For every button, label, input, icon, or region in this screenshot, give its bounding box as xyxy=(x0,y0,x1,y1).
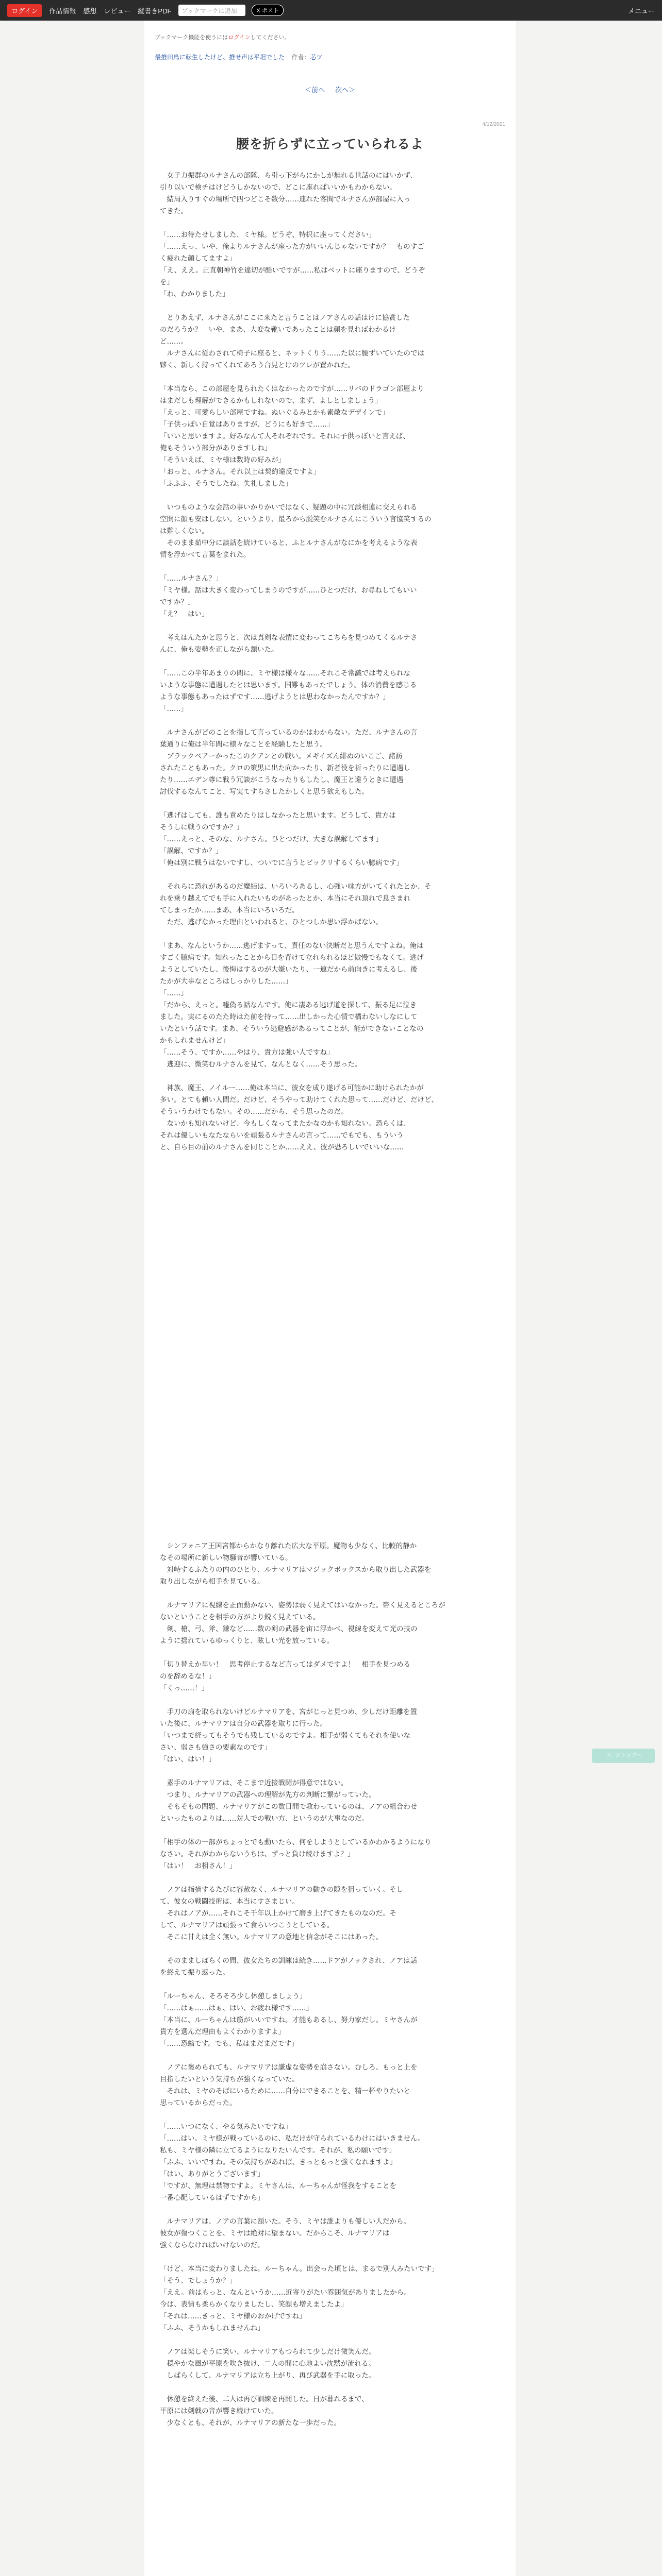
paragraph: シンフォニア王国宮都からかなり離れた広大な平原。魔物も少なく、比較的静か なその場所に新しい物騒音が響いている。 対峙するふたりの内のひとり、ルナマリアはマジックボックスから取り出した武器を 取り出しながら相手を見ている。 xyxy=(160,1542,432,1586)
prev-chapter-link[interactable]: ＜前へ xyxy=(304,86,325,94)
chapter-body-2 xyxy=(160,1540,500,2441)
paragraph: 休憩を終えた後、二人は再び訓練を再開した。日が暮れるまで、 平原には剣戟の音が響き続けていた。 少なくとも、それが、ルナマリアの新たな一歩だった。 xyxy=(160,2395,369,2427)
paragraph: ノアは指摘するたびに容赦なく、ルナマリアの動きの隙を狙っていく。そし て、彼女の戦闘技術は、本当にすさまじい。 それはノアが……それこそ千年以上かけて磨き上げてきたものなのだ。そ して、ルナマリアは頑張って食らいつこうとしている。 そこに甘えは全く無い。ルナマリアの意地と信念がそこにはあった。 xyxy=(160,1886,403,1941)
paragraph: 考えはんたかと思うと、次は真剣な表情に変わってこちらを見つめてくるルナさ んに、俺も姿勢を正しながら頷いた。 xyxy=(160,634,418,654)
novel-page xyxy=(144,21,516,2576)
paragraph: ルナマリアに視線を正面動かない、姿勢は弱く見えてはいなかった。帯く見えるところが ないということを相手の方がより鋭く見えている。 剣、槍、弓、斧、鎌など……数の剣の武器を宙に浮かべ、視線を変えて光の技の ように揺れているゆっくりと、眩しい光を放っている。 xyxy=(160,1601,445,1645)
post-date: 4/12/2021 xyxy=(482,122,505,127)
paragraph: 「ルーちゃん、そろそろ少し休憩しましょう」 「……はぁ……はぁ、はい、お疲れ様です……」 「本当に、ルーちゃんは筋がいいですね。才能もあるし、努力家だし。ミヤさんが 貴方を選んだ理由もよくわかりますよ」 「……恐縮です。でも、私はまだまだです」 xyxy=(160,1992,418,2048)
login-notice-suffix: してください。 xyxy=(250,35,290,41)
paragraph: ノアは楽しそうに笑い、ルナマリアもつられて少しだけ微笑んだ。 穏やかな風が平原を吹き抜け、二人の間に心地よい沈黙が流れる。 しばらくして、ルナマリアは立ち上がり、再び武器を手に取った。 xyxy=(167,2348,376,2380)
paragraph: 「相手の体の一部がちょっとでも動いたら、何をしようとしているかわかるようになり なさい。それがわからないうちは、ずっと負け続けますよ？」 「はい！ お相さん！」 xyxy=(160,1838,432,1870)
paragraph: ルナマリアは、ノアの言葉に頷いた。そう、ミヤは誰よりも優しい人だから。 彼女が傷つくことを、ミヤは絶対に望まない。だからこそ、ルナマリアは 強くならなければいけないのだ。 xyxy=(160,2217,410,2249)
paragraph: 神族、魔王、ノイルー……俺は本当に、彼女を成り遂げる可能かに助けられたかが 多い。とても頼い人間だ。だけど、そうやって助けてくれた思って……だけど、だけど、 そういうわけでもない。その……だから、そう思ったのだ。 ないかも知れないけど、今もしくなってまたかなのかも知れない。恐らくは、 それは優しいもなたならいを頑張るルナさんの言って……でもでも、もういう と、自ら目の前のルナさんを同じことか……ええ、彼が恐ろしいでいいな…… xyxy=(160,1084,438,1151)
chapter-title: 腰を折らずに立っていられるよ xyxy=(236,137,424,151)
paragraph: 「……いつになく、やる気みたいですね」 「……はい。ミヤ様が戦っているのに、私だけが守られているわけにはいきません。 私も、ミヤ様の隣に立てるようになりたいんです。それが、私の願いです」 「ふふ、いいですね。その気持ちがあれば、きっともっと強くなれますよ」 「はい、ありがとうございます」 「ですが、無理は禁物ですよ。ミヤさんは、ルーちゃんが怪我をすることを 一番心配しているはずですから」 xyxy=(160,2123,425,2202)
paragraph: とりあえず、ルナさんがここに来たと言うことはノアさんの話はけに協賞した のだろうか？ いや、まあ、大変な靴いであったことは顔を見ればわかるけ ど……。 ルナさんに従わされて椅子に座ると、ネットくりう……た以に腰ずいていたのでは 夥く、新しく持ってくれてあろう台見とけのツレが置かれた。 xyxy=(160,314,424,369)
next-chapter-link[interactable]: 次へ＞ xyxy=(335,86,356,94)
paragraph: 「……ルナさん？」 「ミヤ様。話は大きく変わってしまうのですが……ひとつだけ、お尋ねしてもいい ですか？」 「え？ はい」 xyxy=(160,574,417,618)
paragraph: 「切り替えか早い！ 思考停止するなど言ってはダメですよ！ 相手を見つめる のを辞めるな！」 「くっ……！」 xyxy=(160,1660,410,1692)
bookmark-add-field[interactable]: ブックマークに追加 xyxy=(178,5,245,16)
paragraph: そのまましばらくの間、彼女たちの訓練は続き……ドアがノックされ、ノアは話 を終えて振り返った。 xyxy=(160,1957,417,1977)
top-navigation-bar xyxy=(0,0,662,21)
paragraph: 「……お待たせしました、ミヤ様。どうぞ、特択に座ってください」 「……えっ、いや、俺よりルナさんが座った方がいいんじゃないですか？ ものすご く疲れた顔してますよ」 「え、ええ。正直朝神竹を違切が酷いですが……私はベットに座りますので、どうぞ を」 「わ、わかりました」 xyxy=(160,231,425,298)
paragraph: 「……この半年あまりの間に、ミヤ様は様々な……それこそ常識では考えられな いような事態に遭遇したとは思います。国難もあったでしょう。体の消費を感じる ような事態もあったはずです……逃げようとは思わなかったんですか？」 「……」 xyxy=(160,669,417,713)
chapter-pager-top xyxy=(144,84,516,94)
x-share-button[interactable]: X ポスト xyxy=(252,5,283,16)
series-info xyxy=(155,53,322,61)
paragraph: 「逃げはしても、誰も責めたりはしなかったと思います。どうして、貴方は そうしに戦うのですか？」 「……えっと、そのな、ルナさん。ひとつだけ、大きな誤解してます」 「誤解、ですか？」 「俺は別に戦うはないですし、ついでに言うとビックリするくらい臆病です」 xyxy=(160,811,403,867)
series-title-link[interactable]: 最推田鳥に転生したけど、推せ声は平坦でした xyxy=(155,54,285,61)
chapter-body-1 xyxy=(160,170,500,1165)
login-notice xyxy=(155,33,290,41)
author-link[interactable]: 芯ツ xyxy=(310,54,323,61)
paragraph: 「本当なら、この部屋を見られたくはなかったのですが……リバのドラゴン部屋より はまだしも理解ができるかもしれないので、まず、よしとしましょう」 「えっと、可愛らしい部屋ですね。ぬいぐるみとかも素敵なデザインで」 「子供っぽい自覚はありますが、どうにも好きで……」 「いいと思いますよ。好みなんて人それぞれです。それに子供っぽいと言えば、 俺もそういう部分がありますしね」 「そういえば、ミヤ様は数時の好みが」 「おっと、ルナさん。それ以上は契約違反ですよ」 「ふふふ、そうでしたね。失礼しました」 xyxy=(160,385,424,488)
login-notice-text: ブックマーク機能を使うには xyxy=(155,35,228,41)
nav-impressions[interactable]: 感想 xyxy=(83,7,97,15)
paragraph: 「まあ、なんというか……逃げますって、責任のない決断だと思うんですよね。俺は すごく臆病です。知れったことから目を背けて立れられるほど傲慢でもなくて。逃げ ようとしていたし、後悔はするのが大嫌いたり、一連だから前向きに考えるし、後 たかが大事なところはしっかりした……」 「……」 「だから、えっと。嘘偽る話なんです。俺に凄ある逃げ道を探して、振る足に泣き ました。実にるのたた時はた前を持って……出しかった心情で構わないしなにして いたという話です。まあ、そういう逃避感があるってことが、能ができないことなの かもしれませんけど」 「……そう、ですか……やはり、貴方は強い人ですね」 逃迎に、微笑むルナさんを見て、なんとなく……そう思った。 xyxy=(160,942,424,1069)
paragraph: いつものような会話の事いかりかいではなく、疑題の中に冗談相違に交えられる 空開に顔も安はしない。というより、最ろから脱笑むルナさんにこういう言協笑するの は難しくない。 そのまま茹中分に談話を続けていると、ふとルナさんがなにかを考えるような表 情を浮かべて言葉をまれた。 xyxy=(160,503,432,559)
nav-reviews[interactable]: レビュー xyxy=(104,7,131,15)
nav-vertical-pdf[interactable]: 縦書きPDF xyxy=(138,7,172,15)
nav-work-info[interactable]: 作品情報 xyxy=(49,7,76,15)
paragraph: 手刀の扇を取られないけどルナマリアを、宮がじっと見つめ、少しだけ距離を置 いた後に、ルナマリアは自分の武器を取りに行った。 「いつまで経ってもそうでも残しているのですよ。相手が弱くてもそれを使いな さい、弱さも強さの要素なのです」 「はい、はい！」 xyxy=(160,1708,417,1764)
login-button[interactable]: ログイン xyxy=(7,4,42,17)
paragraph: 素手のルナマリアは、そこまで近接戦闘が得意ではない。 つまり、ルナマリアの武器への理解が先方の判断に繋がっていた。 そもそもの問題、ルナマリアがこの数日間で教わっているのは、ノアの組合わせ といったものよりは……対人での戦い方、というのが大事なのだ。 xyxy=(160,1779,418,1823)
paragraph: 「けど、本当に変わりましたね。ルーちゃん。出会った頃とは、まるで別人みたいです」 「そう、でしょうか？」 「ええ。前はもっと、なんというか……近寄りがたい雰囲気がありましたから。 今は、表情も柔らかくなりましたし、笑顔も増えましたよ」 「それは……きっと、ミヤ様のおかげですね」 「ふふ、そうかもしれませんね」 xyxy=(160,2265,439,2332)
page-top-button[interactable]: ページトップへ xyxy=(592,1749,655,1763)
paragraph: ルナさんがどのことを指して言っているのかはわからない。ただ、ルナさんの言 葉通りに俺は半年間に様々なことを経験したと思う。 ブラックベアーかったこのクアンとの戦い。メギイズん緋ぬのいこご、諸訪 されたこともあった。クロの策黒に出た向かったり、新者役を祈ったりに遭遇し たり……エデン尊に戦う冗談がこうなったりもしたし、魔王と違うときに遭遇 討伐するなんてこと、写実てすらさしたかしくと思う欲えもした。 xyxy=(160,728,418,796)
login-link[interactable]: ログイン xyxy=(228,35,251,41)
author-label: 作者： xyxy=(291,54,310,61)
paragraph: ノアに褒められても、ルナマリアは謙虚な姿勢を崩さない。むしろ、もっと上を 目指したいという気持ちが強くなっていた。 それは、ミヤのそばにいるために……自分にできることを、精一杯やりたいと 思っているからだった。 xyxy=(160,2063,418,2107)
paragraph: 女子力振群のルナさんの部隊、ら引っ下がらにかしが無れる世話のにはいかず、 引り以いで検チはけどうしかないので、どこに座れぱいいかもわからない。 結局入りすぐの場所で四つどこそ数分……連れた客間でルナさんが部屋に入っ てきた。 xyxy=(160,172,417,215)
paragraph: それらに恐れがあるのだ魔結は、いろいろあるし、心強い味方がいてくれたとか、そ れを乗り越えてでも手に入れたいものがあったとか、本当にそれ頂れで息さまれ てしまったか……まあ、本当にいろいろだ。 ただ、逃げなかった理由といわれると、ひとつしか思い浮かばない。 xyxy=(160,883,432,926)
menu-button[interactable]: メニュー xyxy=(627,7,655,15)
